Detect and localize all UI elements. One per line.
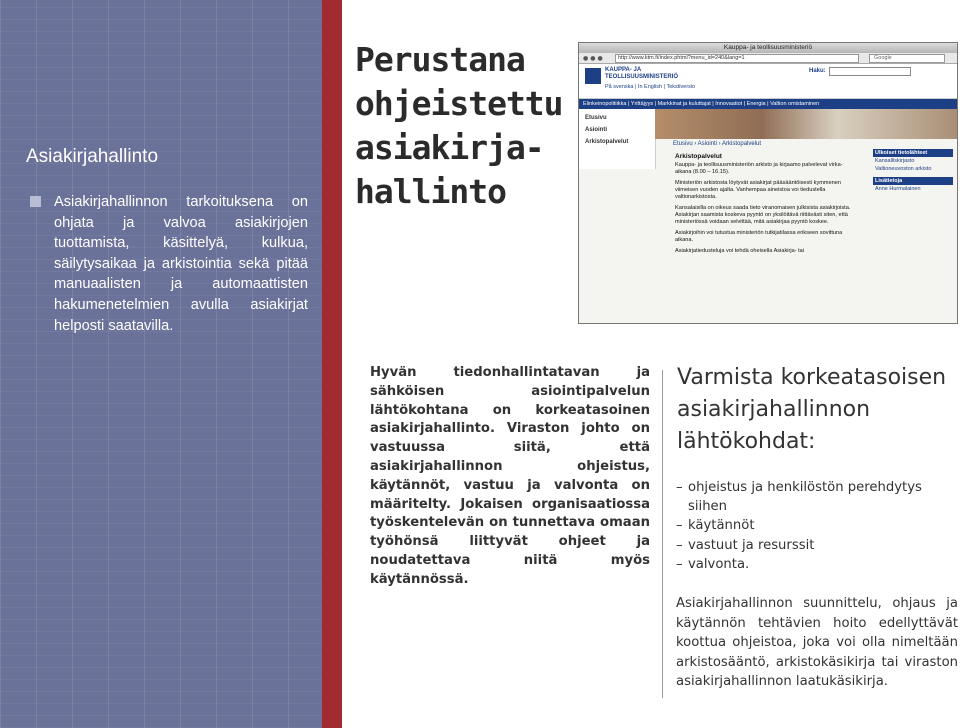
dash-icon: –	[676, 556, 683, 572]
url-field: http://www.ktm.fi/index.phtml?menu_id=240&lang=1	[615, 54, 859, 63]
dash-icon: –	[676, 480, 683, 495]
sidebar	[0, 0, 322, 728]
site-paragraph: Asiakirjatiedusteluja voi tehdä oheisella Asiakirja- tai	[675, 248, 805, 254]
site-paragraph: Asiakirjoihin voi tutustua ministeriön tutkijatilassa erikseen sovittuna aikana.	[675, 230, 843, 243]
red-divider	[322, 0, 342, 728]
list-item-text: ohjeistus ja henkilöstön perehdytys siihen	[688, 480, 922, 515]
sidebar-text: Asiakirjahallinnon tarkoituksena on ohjata ja valvoa asiakirjojen tuottamista, käsittelyä, kulkua, säilytysaikaa ja arkistointia sekä pitää manuaalisten ja automaattisten hakumenetelmien avulla asiakirjat helposti saatavilla.	[54, 194, 308, 334]
sidebox-link: Anne Hurmalainen	[875, 186, 921, 192]
left-nav-item: Asiointi	[585, 127, 607, 133]
window-controls-icon: ●●●	[583, 55, 605, 62]
title-line: asiakirja-	[355, 128, 544, 167]
sidebox-link: Kansalliskirjasto	[875, 158, 915, 164]
site-left-nav	[579, 109, 656, 169]
google-search-field: Google	[869, 54, 945, 63]
site-nav: Elinkeinopolitiikka | Yrittäjyys | Markkinat ja kuluttajat | Innovaatiot | Energia | Valtion omistaminen	[579, 99, 957, 109]
list-item	[676, 516, 956, 535]
intro-paragraph: Hyvän tiedonhallintatavan ja sähköisen asiointipalvelun lähtökohtana on korkeatasoinen asiakirjahallinto. Viraston johto on vastuussa siitä, että asiakirjahallinnon ohjeistus, käytännöt, vastuu ja valvonta on määritelty. Jokaisen organisaatiossa työskentelevän on tunnettava omaan työhönsä liittyvät ohjeet ja noudatettava niitä myös käytännössä.	[370, 365, 650, 587]
checklist	[676, 478, 956, 574]
sidebox-title: Lisätietoja	[873, 177, 953, 185]
site-paragraph: Kauppa- ja teollisuusministeriön arkisto ja kirjaamo palvelevat virka-aikana (8.00 – 16.15).	[675, 162, 843, 175]
page-title	[355, 38, 575, 214]
website-screenshot	[578, 42, 958, 324]
list-item-text: käytännöt	[688, 518, 755, 534]
site-paragraph: Kansalaisilla on oikeus saada tieto viranomaisen julkisista asiakirjoista. Asiakirjan saamista koskeva pyyntö on yksilöitävä riittävästi siten, että ministeriössä voidaan selvittää, mitä asiakirjaa pyyntö koskee.	[675, 205, 851, 225]
list-item	[676, 536, 956, 555]
dash-icon: –	[676, 537, 683, 553]
title-line: hallinto	[355, 172, 506, 211]
site-paragraph: Ministeriön arkistosta löytyvät asiakirjat pääsääntöisesti kymmenen viimeisen vuoden ajalta. Vanhempaa aineistoa voi tiedustella valtionarkistosta.	[675, 180, 842, 200]
logo-line: KAUPPA- JA	[605, 67, 642, 73]
building-photo	[655, 109, 958, 139]
language-links: På svenska | In English | Tekstiversio	[605, 84, 696, 90]
site-breadcrumb: Etusivu › Asiointi › Arkistopalvelut	[673, 141, 762, 147]
list-item	[676, 555, 956, 574]
vertical-divider	[662, 370, 663, 698]
site-sidebox	[873, 149, 953, 193]
logo-text	[605, 67, 678, 81]
square-bullet-icon	[30, 196, 41, 207]
site-search-box	[829, 67, 911, 76]
site-body	[579, 109, 957, 324]
sidebox-title: Ulkoiset tietolähteet	[873, 149, 953, 157]
browser-toolbar	[579, 53, 957, 64]
ministry-logo-icon	[585, 68, 601, 84]
browser-title: Kauppa- ja teollisuusministeriö	[579, 43, 957, 53]
title-line: Perustana	[355, 40, 525, 79]
sidebar-title: Asiakirjahallinto	[26, 146, 159, 167]
site-content-title: Arkistopalvelut	[675, 153, 722, 160]
site-content	[675, 153, 855, 259]
sidebox-link: Valtioneuvoston arkisto	[875, 166, 932, 172]
left-nav-item: Arkistopalvelut	[585, 139, 629, 145]
site-banner	[579, 64, 957, 99]
title-line: ohjeistettu	[355, 84, 563, 123]
logo-line: TEOLLISUUSMINISTERIÖ	[605, 74, 679, 80]
dash-icon: –	[676, 518, 683, 534]
list-item-text: vastuut ja resurssit	[688, 537, 815, 553]
list-item-text: valvonta.	[688, 556, 750, 572]
search-label: Haku:	[809, 68, 826, 74]
list-item	[676, 478, 956, 516]
planning-paragraph: Asiakirjahallinnon suunnittelu, ohjaus ja käytännön tehtävien hoito edellyttävät koottua ohjeistoa, joka voi olla nimeltään arkistosääntö, arkistokäsikirja tai viraston asiakirjahallinnon laatukäsikirja.	[676, 596, 958, 690]
left-nav-item: Etusivu	[585, 115, 607, 121]
checklist-heading: Varmista korkeatasoisen asiakirjahallinnon lähtökohdat:	[677, 365, 947, 454]
